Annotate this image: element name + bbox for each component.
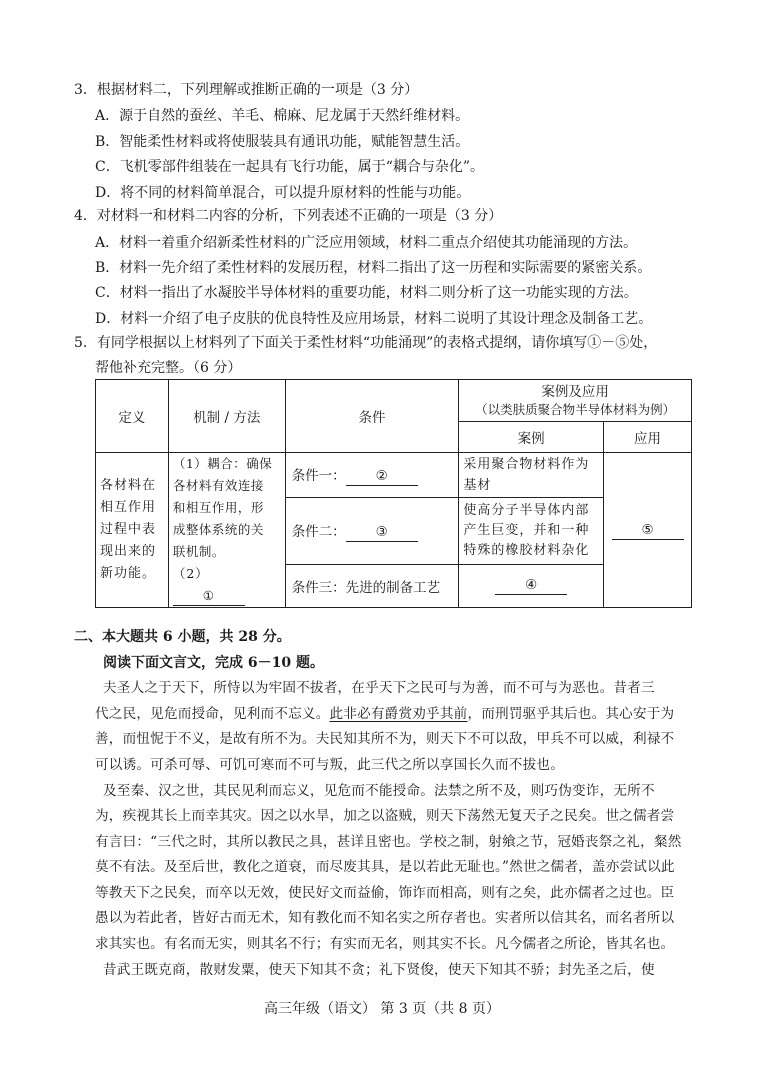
application-cell — [604, 453, 692, 608]
passage-p2-line2: 为，疾视其长上而幸其灾。因之以水旱，加之以盗贼，则天下荡然无复天子之民矣。世之儒者尝 — [95, 808, 675, 824]
q4-option-d: D．材料一介绍了电子皮肤的优良特性及应用场景，材料二说明了其设计理念及制备工艺。 — [95, 311, 653, 327]
passage-p1-line1: 夫圣人之于天下，所恃以为牢固不拔者，在乎天下之民可与为善，而不可与为恶也。昔者三 — [103, 680, 655, 696]
condition-1-cell — [285, 453, 459, 498]
condition-3-cell: 条件三：先进的制备工艺 — [285, 564, 459, 607]
q3-stem: 3．根据材料二，下列理解或推断正确的一项是（3 分） — [74, 82, 419, 98]
definition-line: 新功能。 — [100, 566, 157, 581]
case-2-line: 特殊的橡胶材料杂化 — [463, 543, 590, 559]
q4-option-c: C．材料一指出了水凝胶半导体材料的重要功能，材料二则分析了这一功能实现的方法。 — [95, 285, 638, 301]
case-2-line: 使高分子半导体内部 — [463, 503, 590, 519]
mechanism-item-2-label: （2） — [172, 566, 209, 581]
blank-3[interactable]: ③ — [346, 523, 418, 542]
q3-option-b: B．智能柔性材料或将使服装具有通讯功能，赋能智慧生活。 — [95, 134, 470, 150]
case-2-line: 产生巨变，并和一种 — [463, 523, 590, 539]
q4-option-b: B．材料一先介绍了柔性材料的发展历程，材料二指出了这一历程和实际需要的紧密关系。 — [95, 260, 652, 276]
case-1-line: 基材 — [463, 478, 492, 494]
mechanism-cell — [168, 453, 285, 608]
passage-p2-line4: 莫不有法。及至后世，教化之道衰，而尽废其具，是以若此无耻也。”然世之儒者，盖亦尝试以此 — [95, 859, 675, 875]
header-condition: 条件 — [285, 380, 459, 453]
mechanism-line: 各材料有效连接 — [172, 478, 264, 493]
header-case-app-note: （以类肤质聚合物半导体材料为例） — [475, 401, 676, 417]
passage-p1-line4: 可以诱。可杀可辱、可饥可寒而不可与叛，此三代之所以享国长久而不拔也。 — [95, 757, 564, 773]
header-case-app-title: 案例及应用 — [541, 383, 609, 400]
passage-p2-line1: 及至秦、汉之世，其民见利而忘义，见危而不能授命。法禁之所不及，则巧伪变诈，无所不 — [103, 783, 655, 799]
mechanism-line: （1）耦合：确保 — [172, 456, 273, 471]
outline-table — [95, 379, 692, 608]
blank-1[interactable]: ① — [173, 587, 245, 606]
header-case-and-application — [459, 380, 692, 422]
section-2-instruction: 阅读下面文言文，完成 6－10 题。 — [103, 655, 324, 671]
blank-4[interactable]: ④ — [495, 576, 567, 595]
condition-2-label: 条件二： — [291, 524, 346, 541]
blank-5[interactable]: ⑤ — [612, 521, 684, 540]
header-application: 应用 — [604, 422, 692, 453]
mechanism-line: 成整体系统的关 — [172, 522, 264, 537]
q3-option-d: D．将不同的材料简单混合，可以提升原材料的性能与功能。 — [95, 185, 471, 201]
mechanism-line: 和相互作用，形 — [172, 500, 264, 515]
case-2-cell — [459, 498, 604, 564]
definition-line: 各材料在 — [100, 478, 157, 493]
definition-cell — [96, 453, 169, 608]
definition-line: 现出来的 — [100, 544, 157, 559]
condition-1-label: 条件一： — [291, 468, 346, 485]
passage-p1-line3: 善，而忸怩于不义，是故有所不为。夫民知其所不为，则天下不可以敌，甲兵不可以威，利禄不 — [95, 731, 675, 747]
passage-p1-line2-b: ，而刑罚驱乎其后也。其心安于为 — [467, 706, 675, 722]
definition-line: 相互作用 — [100, 500, 157, 515]
q3-option-a: A．源于自然的蚕丝、羊毛、棉麻、尼龙属于天然纤维材料。 — [95, 108, 470, 124]
mechanism-item-2 — [169, 563, 285, 607]
header-definition: 定义 — [96, 380, 169, 453]
passage-p1-line2 — [95, 704, 674, 724]
passage-p2-line6: 愚以为若此者，皆好古而无术，知有教化而不知名实之所存者也。实者所以信其名，而名者所以 — [95, 910, 675, 926]
header-mechanism: 机制 / 方法 — [168, 380, 285, 453]
page-footer: 高三年级（语文） 第 3 页（共 8 页） — [263, 1001, 501, 1017]
case-3-cell — [459, 564, 604, 607]
definition-line: 过程中表 — [100, 522, 157, 537]
q5-stem-line1: 5．有同学根据以上材料列了下面关于柔性材料“功能涌现”的表格式提纲，请你填写①－⑤处， — [74, 335, 658, 351]
passage-p3-line1: 昔武王既克商，散财发粟，使天下知其不贪；礼下贤俊，使天下知其不骄；封先圣之后，使 — [103, 962, 655, 978]
q4-stem: 4．对材料一和材料二内容的分析，下列表述不正确的一项是（3 分） — [74, 208, 503, 224]
q3-option-c: C．飞机零部件组装在一起具有飞行功能，属于“耦合与杂化”。 — [95, 159, 485, 175]
passage-p2-line7: 求其实也。有名而无实，则其名不行；有实而无名，则其实不长。凡今儒者之所论，皆其名也。 — [95, 936, 675, 952]
passage-p2-line3: 有言曰：“三代之时，其所以教民之具，甚详且密也。学校之制，射飨之节，冠婚丧祭之礼，粲然 — [95, 834, 682, 850]
section-2-heading: 二、本大题共 6 小题，共 28 分。 — [74, 629, 291, 645]
passage-underlined-sentence: 此非必有爵赏劝乎其前 — [329, 706, 468, 722]
case-1-line: 采用聚合物材料作为 — [463, 457, 590, 473]
mechanism-line: 联机制。 — [172, 544, 225, 559]
blank-2[interactable]: ② — [346, 467, 418, 486]
q4-option-a: A．材料一着重介绍新柔性材料的广泛应用领域，材料二重点介绍使其功能涌现的方法。 — [95, 235, 638, 251]
header-case: 案例 — [459, 422, 604, 453]
q5-stem-line2: 帮他补充完整。（6 分） — [95, 360, 242, 376]
passage-p1-line2-a: 代之民，见危而授命，见利而不忘义。 — [95, 706, 330, 722]
passage-p2-line5: 等教天下之民矣，而卒以无效，使民好文而益偷，饰诈而相高，则有之矣，此亦儒者之过也。臣 — [95, 885, 675, 901]
condition-2-cell — [285, 498, 459, 564]
case-1-cell — [459, 453, 604, 498]
